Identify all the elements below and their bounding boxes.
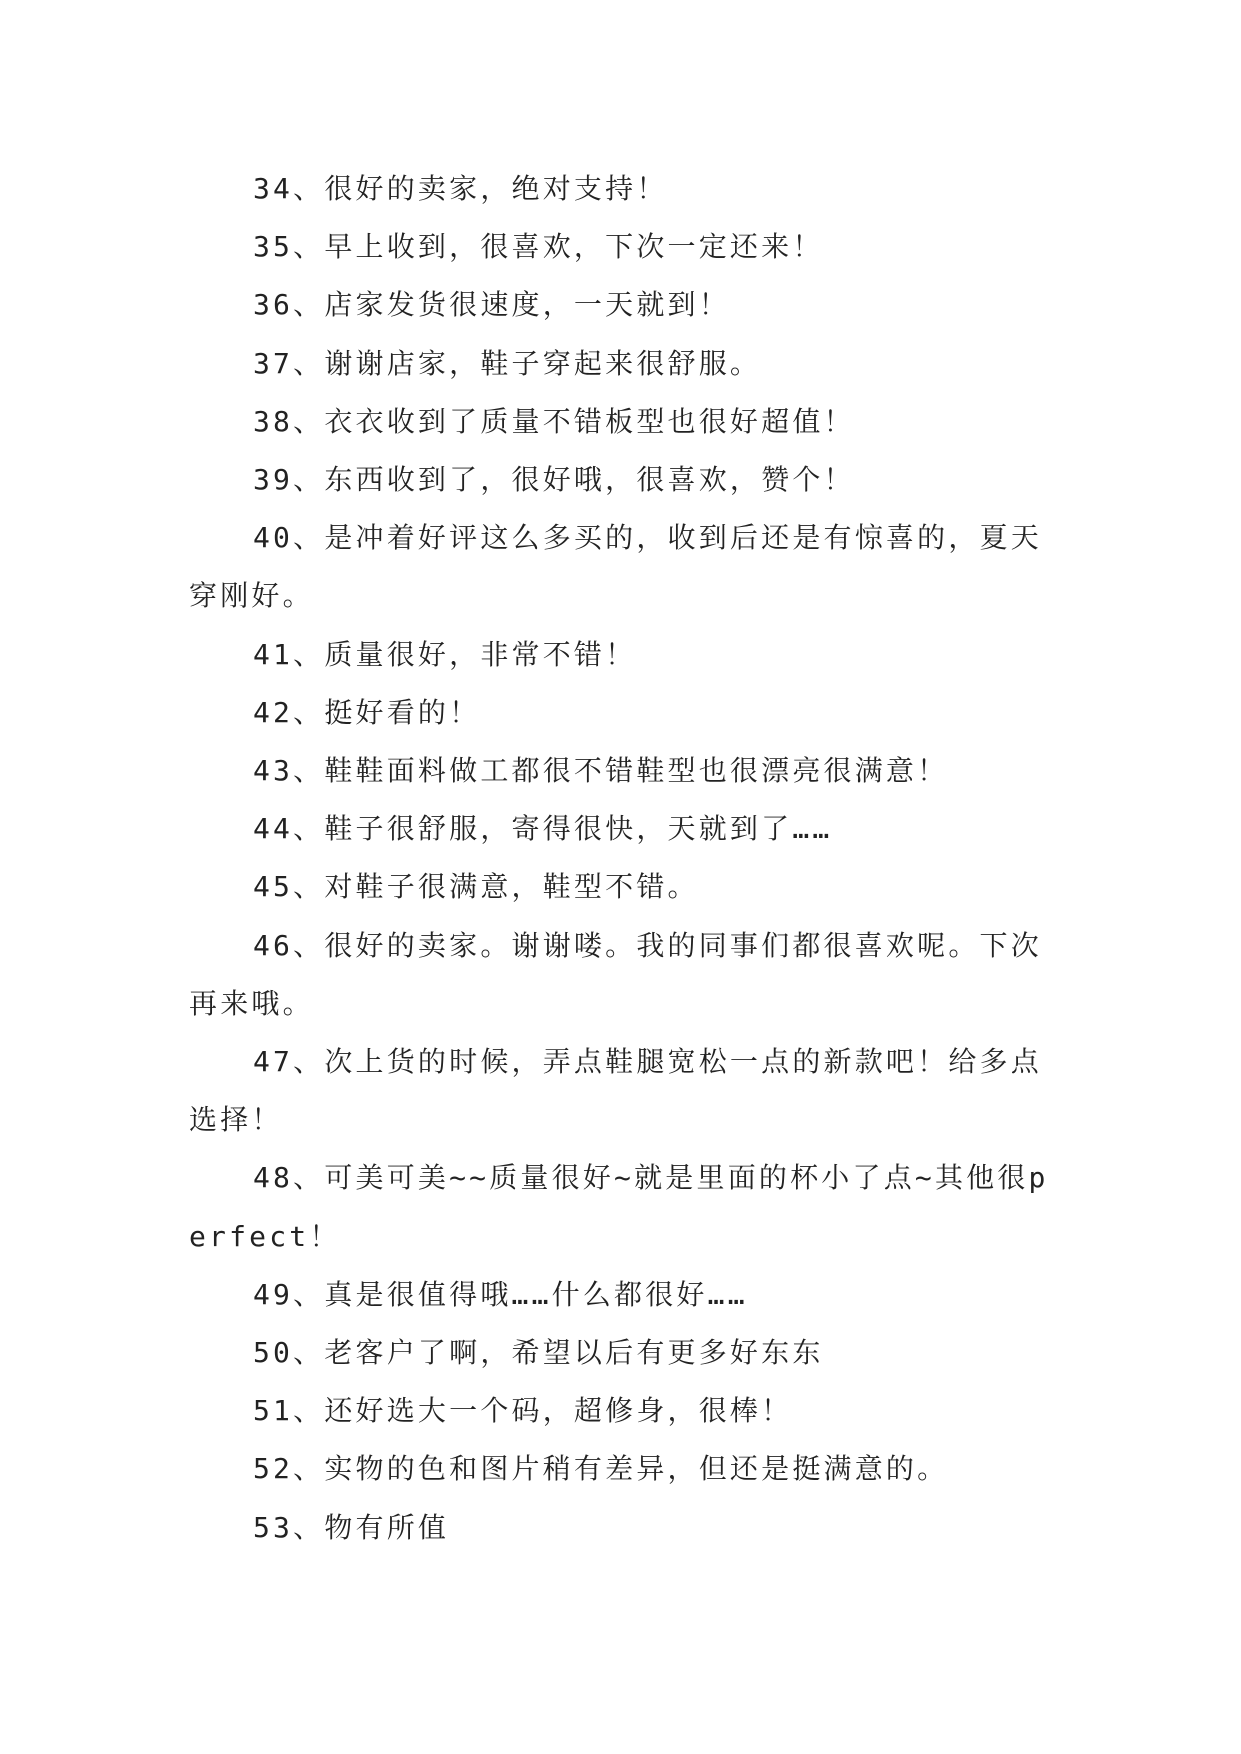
list-item: 46、很好的卖家。谢谢喽。我的同事们都很喜欢呢。下次再来哦。 — [189, 928, 1042, 1020]
list-item: 40、是冲着好评这么多买的，收到后还是有惊喜的，夏天穿刚好。 — [189, 521, 1042, 613]
list-item: 49、真是很值得哦……什么都很好…… — [253, 1277, 748, 1311]
list-item: 41、质量很好，非常不错！ — [253, 637, 637, 671]
list-item: 48、可美可美~~质量很好~就是里面的杯小了点~其他很perfect！ — [189, 1161, 1049, 1253]
list-item: 53、物有所值 — [253, 1510, 450, 1544]
review-list — [189, 160, 1055, 1557]
list-item: 42、挺好看的！ — [253, 695, 481, 729]
list-item: 39、东西收到了，很好哦，很喜欢，赞个！ — [253, 463, 855, 497]
list-item: 51、还好选大一个码，超修身，很棒！ — [253, 1394, 793, 1428]
list-item: 38、衣衣收到了质量不错板型也很好超值！ — [253, 404, 855, 438]
list-item: 47、次上货的时候，弄点鞋腿宽松一点的新款吧！给多点选择！ — [189, 1045, 1042, 1137]
list-item: 37、谢谢店家，鞋子穿起来很舒服。 — [253, 346, 762, 380]
list-item: 52、实物的色和图片稍有差异，但还是挺满意的。 — [253, 1452, 949, 1486]
list-item: 50、老客户了啊，希望以后有更多好东东 — [253, 1336, 824, 1370]
list-item: 36、店家发货很速度，一天就到！ — [253, 288, 730, 322]
list-item: 34、很好的卖家，绝对支持！ — [253, 172, 668, 205]
list-item: 35、早上收到，很喜欢，下次一定还来！ — [253, 230, 824, 264]
list-item: 43、鞋鞋面料做工都很不错鞋型也很漂亮很满意！ — [253, 754, 949, 788]
list-item: 44、鞋子很舒服，寄得很快，天就到了…… — [253, 812, 833, 846]
list-item: 45、对鞋子很满意，鞋型不错。 — [253, 870, 699, 904]
